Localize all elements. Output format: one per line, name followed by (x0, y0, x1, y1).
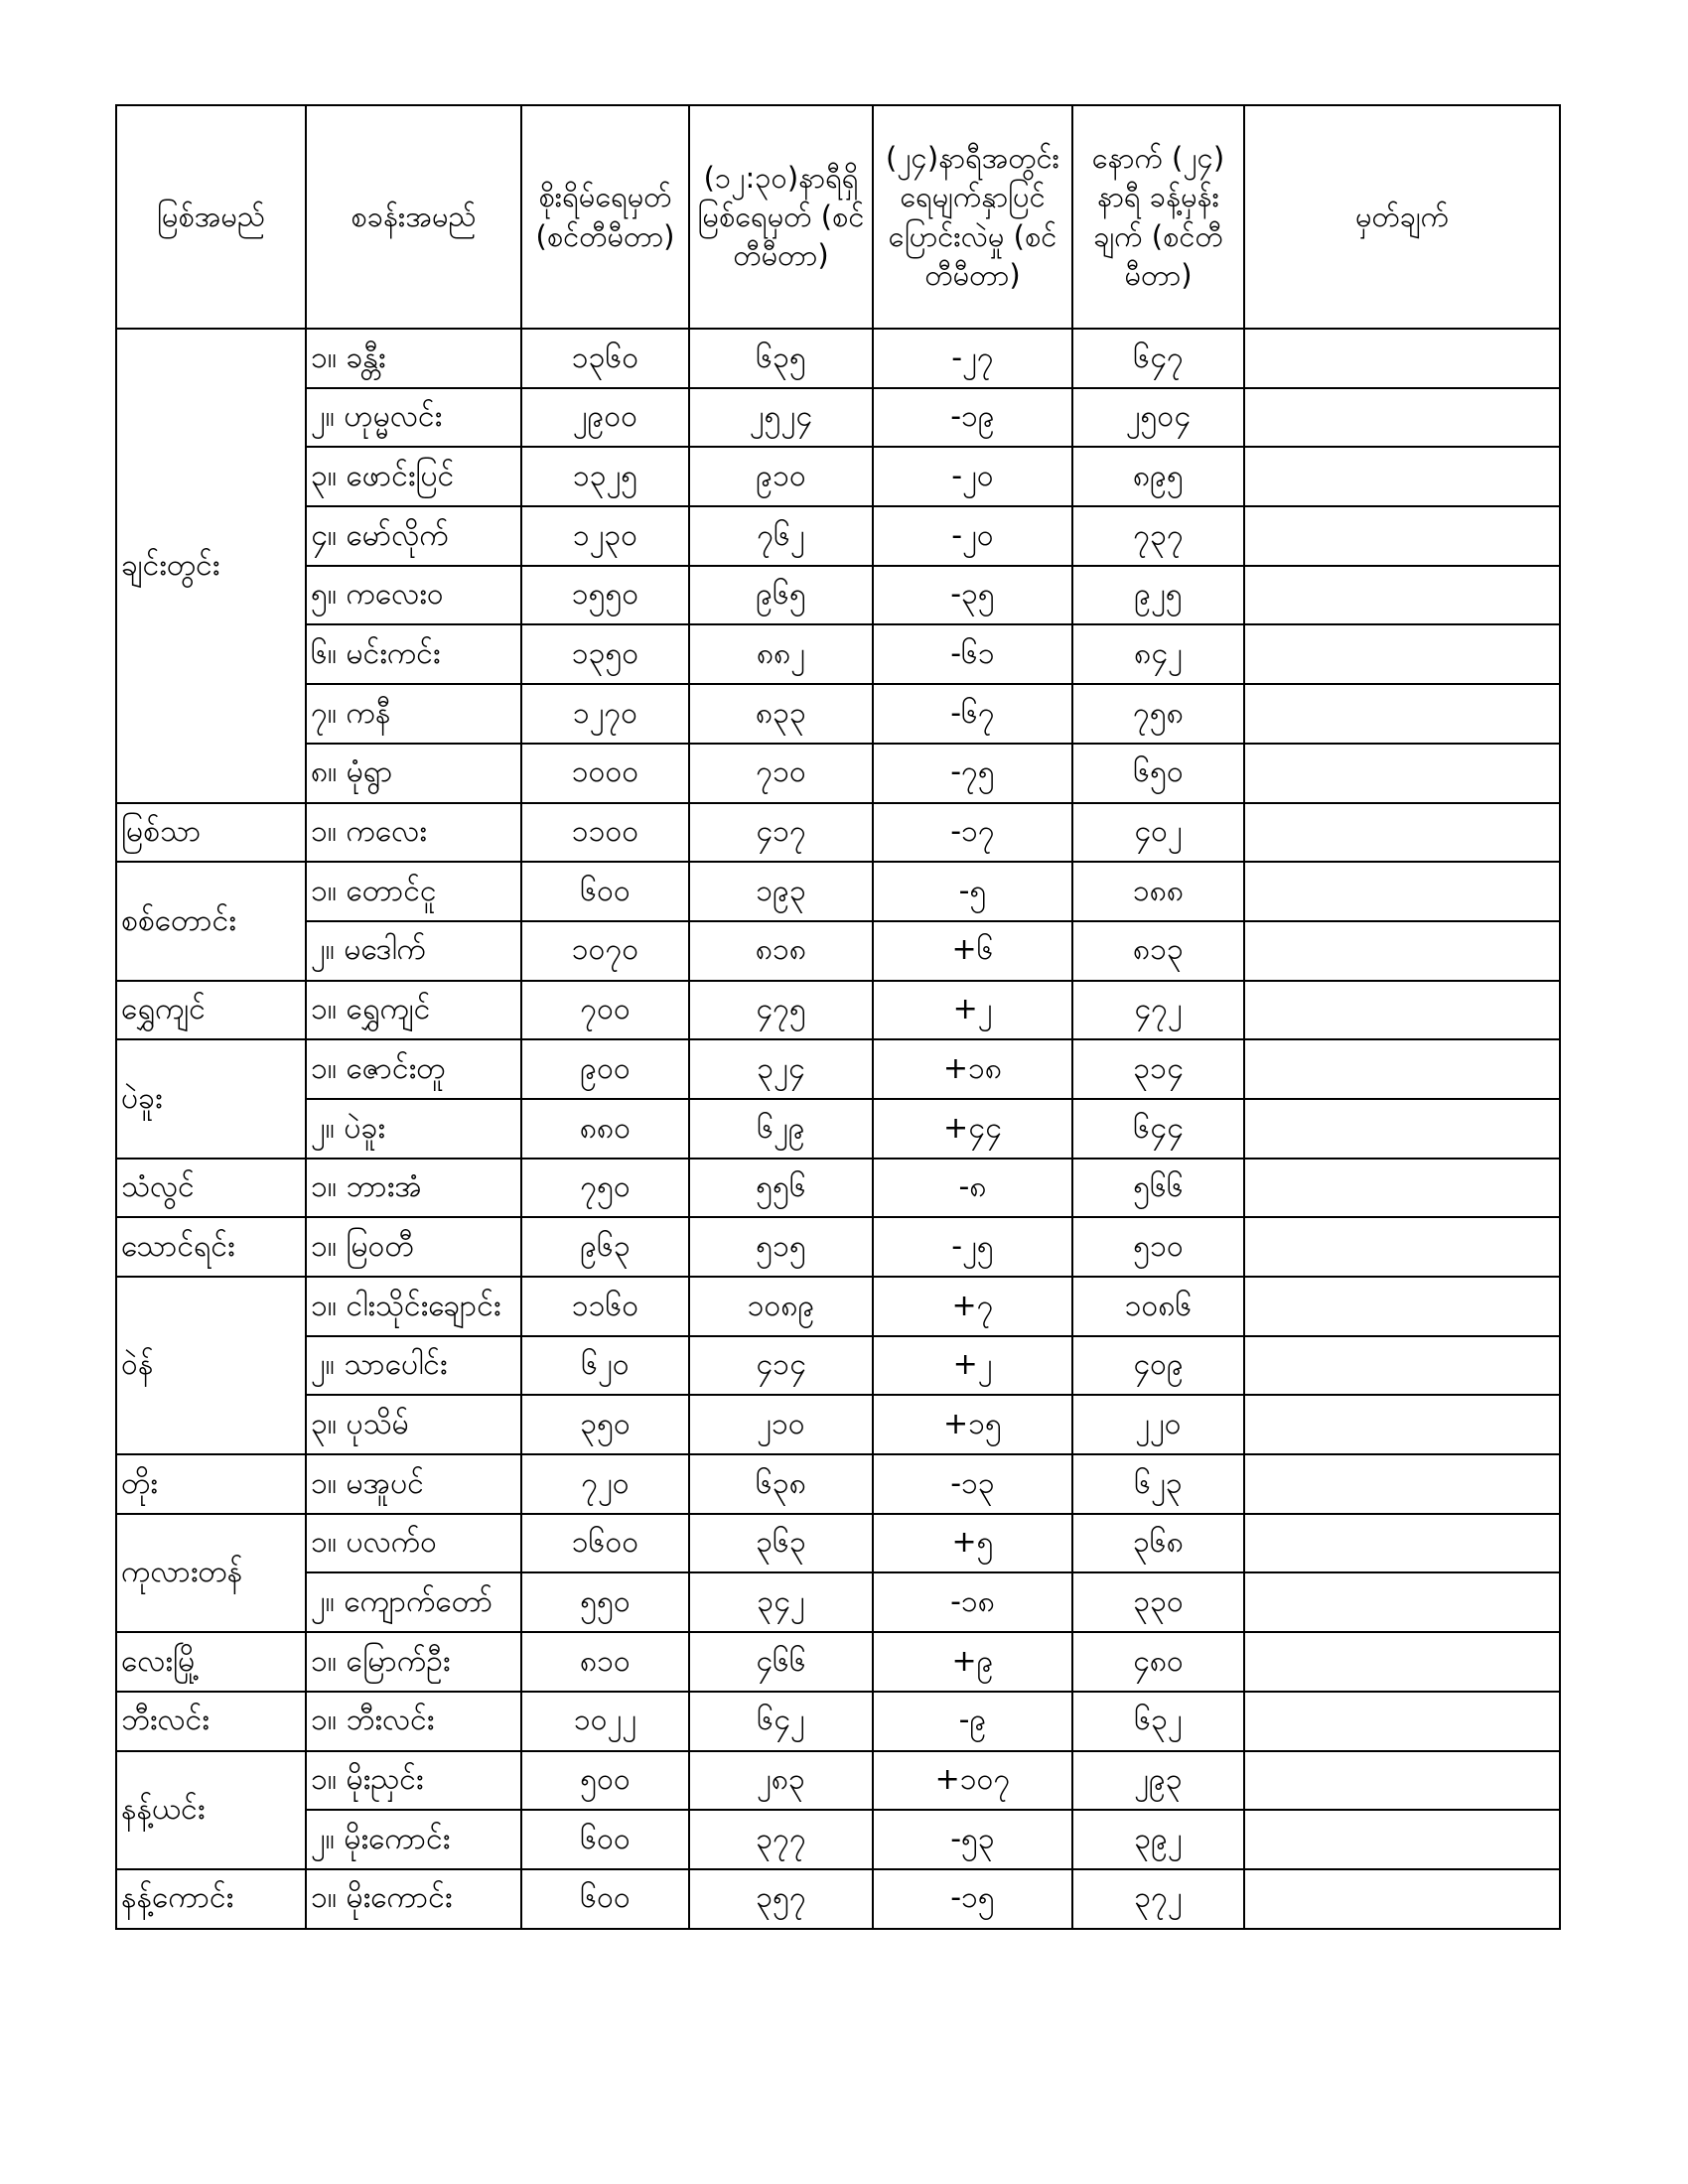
remarks-cell (1244, 447, 1560, 506)
current-level-cell: ၄၆၆ (689, 1632, 873, 1692)
remarks-cell (1244, 329, 1560, 388)
remarks-cell (1244, 1869, 1560, 1929)
change-cell: -၃၅ (873, 566, 1072, 625)
remarks-cell (1244, 1395, 1560, 1454)
forecast-cell: ၆၃၂ (1072, 1692, 1244, 1751)
table-row (116, 1395, 1560, 1454)
forecast-cell: ၃၉၂ (1072, 1810, 1244, 1869)
danger-level-cell: ၈၈၀ (521, 1099, 689, 1159)
forecast-cell: ၂၂၀ (1072, 1395, 1244, 1454)
change-cell: +၁၅ (873, 1395, 1072, 1454)
table-row (116, 981, 1560, 1040)
danger-level-cell: ၁၂၃၀ (521, 506, 689, 566)
danger-level-cell: ၉၀၀ (521, 1039, 689, 1099)
remarks-cell (1244, 1454, 1560, 1514)
station-name-cell: ၂။ ကျောက်တော် (306, 1572, 521, 1632)
river-name-cell: သံလွင် (116, 1159, 306, 1218)
danger-level-cell: ၈၁၀ (521, 1632, 689, 1692)
remarks-cell (1244, 744, 1560, 803)
remarks-cell (1244, 1810, 1560, 1869)
current-level-cell: ၈၃၃ (689, 684, 873, 744)
station-name-cell: ၈။ မုံရွာ (306, 744, 521, 803)
forecast-cell: ၃၆၈ (1072, 1514, 1244, 1573)
header-24h-change: (၂၄)နာရီအတွင်း ရေမျက်နှာပြင် ပြောင်းလဲမှု (စင်တီမီတာ) (873, 105, 1072, 329)
danger-level-cell: ၅၀၀ (521, 1751, 689, 1811)
table-row (116, 1217, 1560, 1277)
current-level-cell: ၆၂၉ (689, 1099, 873, 1159)
danger-level-cell: ၅၅၀ (521, 1572, 689, 1632)
station-name-cell: ၁။ မိုးညှင်း (306, 1751, 521, 1811)
change-cell: -၅၃ (873, 1810, 1072, 1869)
station-name-cell: ၁။ တောင်ငူ (306, 862, 521, 921)
forecast-cell: ၆၅၀ (1072, 744, 1244, 803)
current-level-cell: ၆၃၅ (689, 329, 873, 388)
danger-level-cell: ၁၁၆၀ (521, 1277, 689, 1336)
danger-level-cell: ၆၀၀ (521, 1869, 689, 1929)
remarks-cell (1244, 1514, 1560, 1573)
table-row (116, 1277, 1560, 1336)
station-name-cell: ၁။ ဘီးလင်း (306, 1692, 521, 1751)
river-name-cell: တိုး (116, 1454, 306, 1514)
river-name-cell: လေးမြို့ (116, 1632, 306, 1692)
table-row (116, 1099, 1560, 1159)
table-row (116, 921, 1560, 981)
forecast-cell: ၃၁၄ (1072, 1039, 1244, 1099)
forecast-cell: ၄၀၉ (1072, 1336, 1244, 1396)
change-cell: +၆ (873, 921, 1072, 981)
table-row (116, 1692, 1560, 1751)
forecast-cell: ၈၉၅ (1072, 447, 1244, 506)
station-name-cell: ၁။ ဇောင်းတူ (306, 1039, 521, 1099)
current-level-cell: ၉၆၅ (689, 566, 873, 625)
river-name-cell: ကုလားတန် (116, 1514, 306, 1632)
forecast-cell: ၄၀၂ (1072, 803, 1244, 863)
change-cell: -၁၃ (873, 1454, 1072, 1514)
change-cell: -၁၈ (873, 1572, 1072, 1632)
remarks-cell (1244, 862, 1560, 921)
station-name-cell: ၂။ သာပေါင်း (306, 1336, 521, 1396)
danger-level-cell: ၆၀၀ (521, 1810, 689, 1869)
station-name-cell: ၁။ ငါးသိုင်းချောင်း (306, 1277, 521, 1336)
current-level-cell: ၄၇၅ (689, 981, 873, 1040)
danger-level-cell: ၁၀၇၀ (521, 921, 689, 981)
change-cell: +၁၀၇ (873, 1751, 1072, 1811)
change-cell: +၁၈ (873, 1039, 1072, 1099)
current-level-cell: ၆၃၈ (689, 1454, 873, 1514)
change-cell: +၇ (873, 1277, 1072, 1336)
forecast-cell: ၆၂၃ (1072, 1454, 1244, 1514)
table-row (116, 1810, 1560, 1869)
current-level-cell: ၇၆၂ (689, 506, 873, 566)
river-name-cell: ရွှေကျင် (116, 981, 306, 1040)
remarks-cell (1244, 1159, 1560, 1218)
river-name-cell: ဝဲန် (116, 1277, 306, 1454)
forecast-cell: ၄၇၂ (1072, 981, 1244, 1040)
header-current-level: (၁၂:၃၀)နာရီရှိ မြစ်ရေမှတ် (စင်တီမီတာ) (689, 105, 873, 329)
table-row (116, 329, 1560, 388)
change-cell: -၂၇ (873, 329, 1072, 388)
change-cell: -၆၇ (873, 684, 1072, 744)
remarks-cell (1244, 1039, 1560, 1099)
change-cell: -၆၁ (873, 624, 1072, 684)
table-row (116, 1039, 1560, 1099)
remarks-cell (1244, 921, 1560, 981)
remarks-cell (1244, 684, 1560, 744)
danger-level-cell: ၇၅၀ (521, 1159, 689, 1218)
forecast-cell: ၉၂၅ (1072, 566, 1244, 625)
remarks-cell (1244, 1217, 1560, 1277)
change-cell: -၁၅ (873, 1869, 1072, 1929)
forecast-cell: ၆၄၄ (1072, 1099, 1244, 1159)
table-row (116, 1632, 1560, 1692)
remarks-cell (1244, 803, 1560, 863)
forecast-cell: ၈၄၂ (1072, 624, 1244, 684)
remarks-cell (1244, 1632, 1560, 1692)
station-name-cell: ၃။ ပုသိမ် (306, 1395, 521, 1454)
change-cell: -၁၉ (873, 388, 1072, 448)
change-cell: +၉ (873, 1632, 1072, 1692)
remarks-cell (1244, 624, 1560, 684)
current-level-cell: ၃၄၂ (689, 1572, 873, 1632)
forecast-cell: ၅၁၀ (1072, 1217, 1244, 1277)
danger-level-cell: ၁၆၀၀ (521, 1514, 689, 1573)
station-name-cell: ၁။ မြဝတီ (306, 1217, 521, 1277)
station-name-cell: ၁။ ရွှေကျင် (306, 981, 521, 1040)
danger-level-cell: ၁၀၀၀ (521, 744, 689, 803)
danger-level-cell: ၁၃၂၅ (521, 447, 689, 506)
remarks-cell (1244, 1572, 1560, 1632)
station-name-cell: ၄။ မော်လိုက် (306, 506, 521, 566)
table-row (116, 447, 1560, 506)
forecast-cell: ၃၇၂ (1072, 1869, 1244, 1929)
danger-level-cell: ၃၅၀ (521, 1395, 689, 1454)
forecast-cell: ၈၁၃ (1072, 921, 1244, 981)
forecast-cell: ၃၃၀ (1072, 1572, 1244, 1632)
river-name-cell: မြစ်သာ (116, 803, 306, 863)
change-cell: -၇၅ (873, 744, 1072, 803)
forecast-cell: ၂၅၀၄ (1072, 388, 1244, 448)
current-level-cell: ၁၀၈၉ (689, 1277, 873, 1336)
river-name-cell: နန့်ယင်း (116, 1751, 306, 1869)
current-level-cell: ၄၁၇ (689, 803, 873, 863)
change-cell: +၂ (873, 981, 1072, 1040)
danger-level-cell: ၁၀၂၂ (521, 1692, 689, 1751)
station-name-cell: ၁။ မိုးကောင်း (306, 1869, 521, 1929)
river-name-cell: ဘီးလင်း (116, 1692, 306, 1751)
river-name-cell: ချင်းတွင်း (116, 329, 306, 803)
remarks-cell (1244, 1751, 1560, 1811)
table-row (116, 1869, 1560, 1929)
change-cell: -၉ (873, 1692, 1072, 1751)
remarks-cell (1244, 506, 1560, 566)
table-row (116, 862, 1560, 921)
river-water-level-table (115, 104, 1561, 1930)
current-level-cell: ၃၆၃ (689, 1514, 873, 1573)
table-row (116, 1751, 1560, 1811)
danger-level-cell: ၇၂၀ (521, 1454, 689, 1514)
change-cell: -၂၀ (873, 506, 1072, 566)
current-level-cell: ၆၄၂ (689, 1692, 873, 1751)
danger-level-cell: ၆၀၀ (521, 862, 689, 921)
station-name-cell: ၂။ မဒေါက် (306, 921, 521, 981)
river-name-cell: နန့်ကောင်း (116, 1869, 306, 1929)
danger-level-cell: ၆၂၀ (521, 1336, 689, 1396)
forecast-cell: ၇၅၈ (1072, 684, 1244, 744)
station-name-cell: ၆။ မင်းကင်း (306, 624, 521, 684)
current-level-cell: ၂၁၀ (689, 1395, 873, 1454)
forecast-cell: ၄၈၀ (1072, 1632, 1244, 1692)
table-row (116, 684, 1560, 744)
change-cell: +၄၄ (873, 1099, 1072, 1159)
header-danger-level: စိုးရိမ်ရေမှတ် (စင်တီမီတာ) (521, 105, 689, 329)
current-level-cell: ၉၁၀ (689, 447, 873, 506)
current-level-cell: ၃၇၇ (689, 1810, 873, 1869)
table-row (116, 388, 1560, 448)
remarks-cell (1244, 1336, 1560, 1396)
station-name-cell: ၁။ ဘားအံ (306, 1159, 521, 1218)
station-name-cell: ၇။ ကနီ (306, 684, 521, 744)
danger-level-cell: ၁၃၅၀ (521, 624, 689, 684)
station-name-cell: ၂။ မိုးကောင်း (306, 1810, 521, 1869)
change-cell: -၁၇ (873, 803, 1072, 863)
danger-level-cell: ၁၂၇၀ (521, 684, 689, 744)
station-name-cell: ၂။ ဟုမ္မလင်း (306, 388, 521, 448)
header-remarks: မှတ်ချက် (1244, 105, 1560, 329)
table-body (116, 329, 1560, 1929)
forecast-cell: ၇၃၇ (1072, 506, 1244, 566)
remarks-cell (1244, 566, 1560, 625)
table-row (116, 803, 1560, 863)
remarks-cell (1244, 1277, 1560, 1336)
table-row (116, 744, 1560, 803)
change-cell: -၂၅ (873, 1217, 1072, 1277)
danger-level-cell: ၇၀၀ (521, 981, 689, 1040)
station-name-cell: ၅။ ကလေးဝ (306, 566, 521, 625)
forecast-cell: ၅၆၆ (1072, 1159, 1244, 1218)
station-name-cell: ၁။ ပလက်ဝ (306, 1514, 521, 1573)
station-name-cell: ၁။ မအူပင် (306, 1454, 521, 1514)
current-level-cell: ၃၅၇ (689, 1869, 873, 1929)
station-name-cell: ၁။ ကလေး (306, 803, 521, 863)
current-level-cell: ၂၅၂၄ (689, 388, 873, 448)
forecast-cell: ၆၄၇ (1072, 329, 1244, 388)
river-name-cell: သောင်ရင်း (116, 1217, 306, 1277)
header-river-name: မြစ်အမည် (116, 105, 306, 329)
station-name-cell: ၁။ ခန္တီး (306, 329, 521, 388)
current-level-cell: ၂၈၃ (689, 1751, 873, 1811)
table-row (116, 1454, 1560, 1514)
danger-level-cell: ၁၅၅၀ (521, 566, 689, 625)
forecast-cell: ၂၉၃ (1072, 1751, 1244, 1811)
table-row (116, 1572, 1560, 1632)
remarks-cell (1244, 981, 1560, 1040)
header-station-name: စခန်းအမည် (306, 105, 521, 329)
current-level-cell: ၅၅၆ (689, 1159, 873, 1218)
change-cell: +၅ (873, 1514, 1072, 1573)
current-level-cell: ၇၁၀ (689, 744, 873, 803)
table-row (116, 566, 1560, 625)
station-name-cell: ၂။ ပဲခူး (306, 1099, 521, 1159)
change-cell: -၅ (873, 862, 1072, 921)
remarks-cell (1244, 1692, 1560, 1751)
current-level-cell: ၈၈၂ (689, 624, 873, 684)
danger-level-cell: ၁၃၆၀ (521, 329, 689, 388)
table-row (116, 624, 1560, 684)
current-level-cell: ၈၁၈ (689, 921, 873, 981)
river-name-cell: စစ်တောင်း (116, 862, 306, 980)
danger-level-cell: ၁၁၀၀ (521, 803, 689, 863)
current-level-cell: ၅၁၅ (689, 1217, 873, 1277)
table-row (116, 1159, 1560, 1218)
current-level-cell: ၁၉၃ (689, 862, 873, 921)
station-name-cell: ၁။ မြောက်ဦး (306, 1632, 521, 1692)
change-cell: -၈ (873, 1159, 1072, 1218)
forecast-cell: ၁၈၈ (1072, 862, 1244, 921)
danger-level-cell: ၉၆၃ (521, 1217, 689, 1277)
danger-level-cell: ၂၉၀၀ (521, 388, 689, 448)
current-level-cell: ၃၂၄ (689, 1039, 873, 1099)
station-name-cell: ၃။ ဖောင်းပြင် (306, 447, 521, 506)
header-forecast: နောက် (၂၄) နာရီ ခန့်မှန်းချက် (စင်တီမီတာ) (1072, 105, 1244, 329)
table-row (116, 1514, 1560, 1573)
remarks-cell (1244, 1099, 1560, 1159)
forecast-cell: ၁၀၈၆ (1072, 1277, 1244, 1336)
change-cell: -၂၀ (873, 447, 1072, 506)
change-cell: +၂ (873, 1336, 1072, 1396)
header-row (116, 105, 1560, 329)
remarks-cell (1244, 388, 1560, 448)
table-row (116, 1336, 1560, 1396)
current-level-cell: ၄၁၄ (689, 1336, 873, 1396)
river-name-cell: ပဲခူး (116, 1039, 306, 1158)
table-row (116, 506, 1560, 566)
